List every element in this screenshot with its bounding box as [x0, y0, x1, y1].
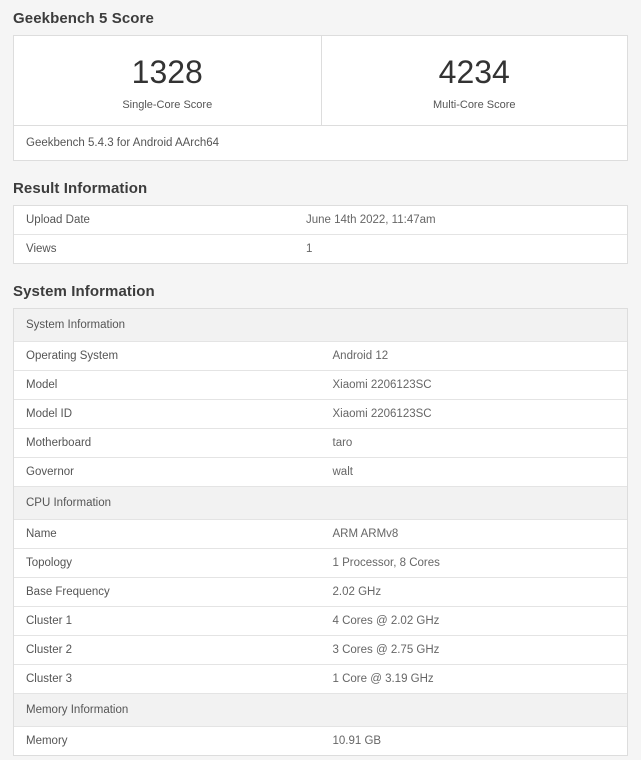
- table-subheading: [14, 309, 627, 342]
- table-row: [14, 727, 627, 756]
- single-core-score-cell: [14, 36, 321, 125]
- row-key: Model ID: [26, 408, 73, 420]
- row-value: 1: [306, 243, 313, 255]
- multi-core-score-value: 4234: [438, 54, 510, 90]
- row-key: Operating System: [26, 350, 119, 362]
- result-information-title: Result Information: [13, 180, 148, 197]
- table-row: [14, 636, 627, 665]
- table-row: [14, 429, 627, 458]
- row-key: Upload Date: [26, 214, 90, 226]
- benchmark-version-text: Geekbench 5.4.3 for Android AArch64: [14, 125, 627, 160]
- table-row: [14, 520, 627, 549]
- row-value: ARM ARMv8: [332, 528, 399, 540]
- table-row: [14, 400, 627, 429]
- row-value: 10.91 GB: [332, 735, 382, 747]
- subheading-label: CPU Information: [14, 487, 627, 520]
- table-row: [14, 235, 627, 264]
- table-row: [14, 458, 627, 487]
- row-key: Governor: [26, 466, 74, 478]
- row-value: taro: [332, 437, 353, 449]
- table-row: [14, 549, 627, 578]
- row-value: 1 Processor, 8 Cores: [332, 557, 440, 569]
- row-key: Views: [26, 243, 57, 255]
- system-information-table: [14, 309, 627, 755]
- row-key: Cluster 1: [26, 615, 73, 627]
- system-information-title: System Information: [13, 283, 155, 300]
- table-subheading: [14, 487, 627, 520]
- subheading-label: Memory Information: [14, 694, 627, 727]
- table-row: [14, 206, 627, 235]
- spacer: [13, 161, 628, 170]
- row-value: 2.02 GHz: [332, 586, 382, 598]
- table-row: [14, 371, 627, 400]
- result-information-table: [14, 206, 627, 263]
- page-title: Geekbench 5 Score: [13, 10, 154, 27]
- single-core-score-value: 1328: [131, 54, 203, 90]
- score-panel: [13, 35, 628, 161]
- multi-core-score-cell: [321, 36, 628, 125]
- row-key: Topology: [26, 557, 73, 569]
- row-key: Cluster 3: [26, 673, 73, 685]
- row-value: Xiaomi 2206123SC: [332, 379, 432, 391]
- subheading-label: System Information: [14, 309, 627, 342]
- row-value: Android 12: [332, 350, 389, 362]
- multi-core-score-label: Multi-Core Score: [432, 99, 516, 111]
- row-key: Cluster 2: [26, 644, 73, 656]
- spacer: [13, 264, 628, 273]
- result-information-panel: [13, 205, 628, 264]
- table-row: [14, 607, 627, 636]
- row-value: June 14th 2022, 11:47am: [306, 214, 436, 226]
- row-value: walt: [332, 466, 353, 478]
- row-value: 1 Core @ 3.19 GHz: [332, 673, 434, 685]
- row-key: Model: [26, 379, 58, 391]
- table-row: [14, 665, 627, 694]
- table-row: [14, 342, 627, 371]
- row-key: Name: [26, 528, 57, 540]
- single-core-score-label: Single-Core Score: [122, 99, 213, 111]
- row-value: Xiaomi 2206123SC: [332, 408, 432, 420]
- row-value: 3 Cores @ 2.75 GHz: [332, 644, 440, 656]
- table-row: [14, 578, 627, 607]
- row-key: Motherboard: [26, 437, 92, 449]
- row-value: 4 Cores @ 2.02 GHz: [332, 615, 440, 627]
- table-subheading: [14, 694, 627, 727]
- score-row: [14, 36, 627, 125]
- row-key: Memory: [26, 735, 68, 747]
- system-information-panel: [13, 308, 628, 756]
- row-key: Base Frequency: [26, 586, 110, 598]
